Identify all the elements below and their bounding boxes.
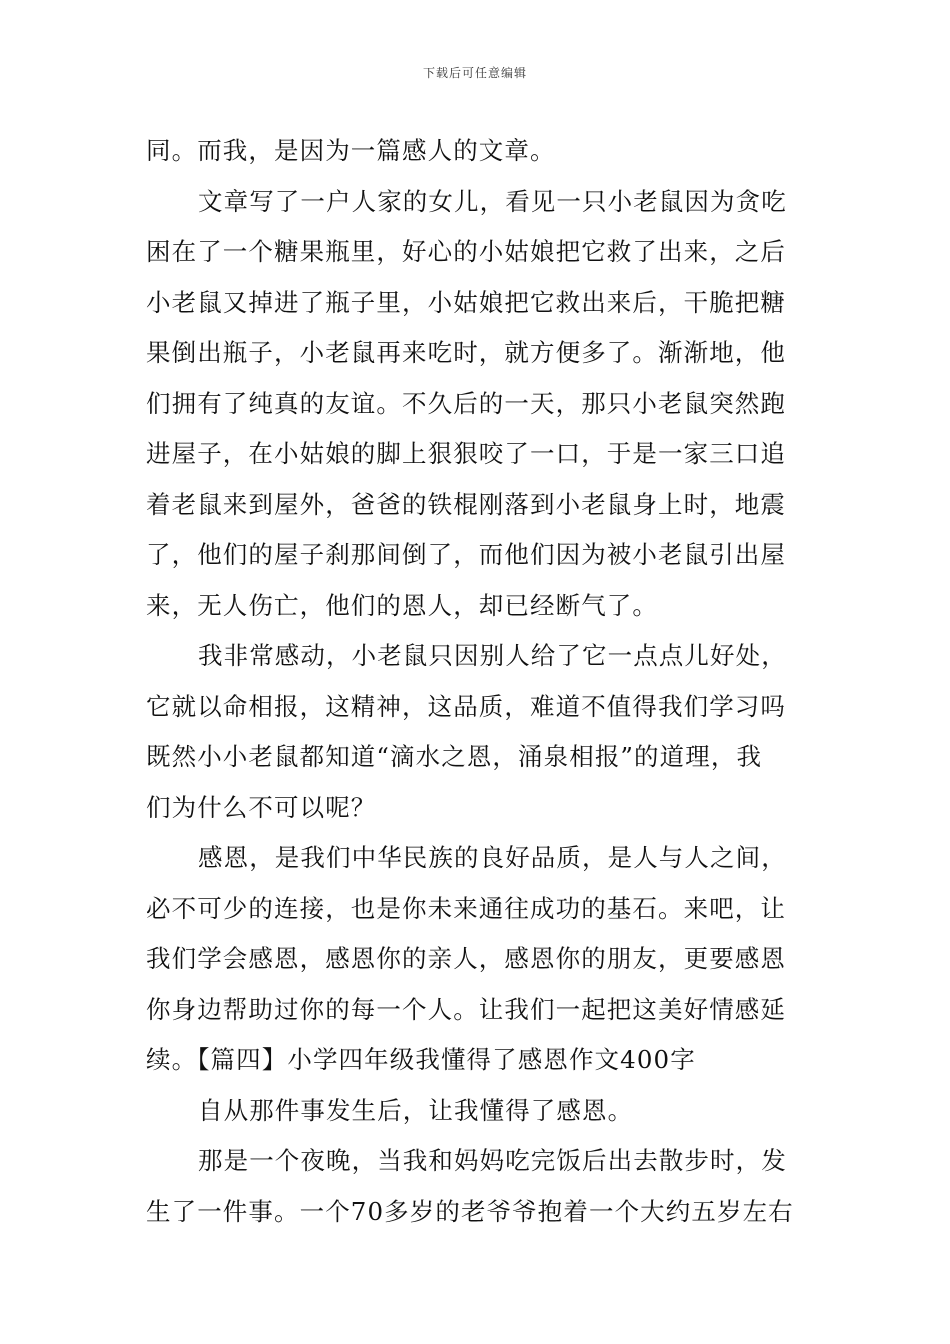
text-line: 们拥有了纯真的友谊。不久后的一天，那只小老鼠突然跑 <box>146 388 786 418</box>
text-line: 那是一个夜晚，当我和妈妈吃完饭后出去散步时，发 <box>198 1146 787 1175</box>
document-body <box>146 126 808 1237</box>
text-line: 果倒出瓶子，小老鼠再来吃时，就方便多了。渐渐地，他 <box>146 338 786 367</box>
text-line: 我们学会感恩，感恩你的亲人，感恩你的朋友，更要感恩 <box>146 944 786 973</box>
page-header: 下载后可任意编辑 <box>422 66 527 80</box>
text-line: 续。【篇四】小学四年级我懂得了感恩作文400字 <box>146 1045 696 1074</box>
text-line: 生了一件事。一个70多岁的老爷爷抱着一个大约五岁左右 <box>146 1196 794 1226</box>
text-line: 着老鼠来到屋外，爸爸的铁棍刚落到小老鼠身上时，地震 <box>146 489 786 519</box>
text-line: 们为什么不可以呢？ <box>146 792 377 822</box>
text-line: 你身边帮助过你的每一个人。让我们一起把这美好情感延 <box>146 994 786 1024</box>
text-line: 文章写了一户人家的女儿，看见一只小老鼠因为贪吃 <box>198 186 787 216</box>
text-line: 了，他们的屋子刹那间倒了，而他们因为被小老鼠引出屋 <box>146 540 786 569</box>
text-line: 同。而我，是因为一篇感人的文章。 <box>146 136 556 165</box>
text-line: 既然小小老鼠都知道“滴水之恩，涌泉相报”的道理，我 <box>146 742 763 771</box>
text-line: 进屋子，在小姑娘的脚上狠狠咬了一口，于是一家三口追 <box>146 439 786 468</box>
text-line: 感恩，是我们中华民族的良好品质，是人与人之间， <box>198 843 787 872</box>
text-line: 必不可少的连接，也是你未来通往成功的基石。来吧，让 <box>146 893 786 923</box>
text-line: 小老鼠又掉进了瓶子里，小姑娘把它救出来后，干脆把糖 <box>146 287 786 317</box>
text-line: 来，无人伤亡，他们的恩人，却已经断气了。 <box>146 590 658 620</box>
text-line: 自从那件事发生后，让我懂得了感恩。 <box>198 1095 634 1125</box>
text-line: 困在了一个糖果瓶里，好心的小姑娘把它救了出来，之后 <box>146 237 786 266</box>
text-line: 我非常感动，小老鼠只因别人给了它一点点儿好处， <box>198 641 787 670</box>
text-line: 它就以命相报，这精神，这品质，难道不值得我们学习吗 <box>146 691 786 721</box>
